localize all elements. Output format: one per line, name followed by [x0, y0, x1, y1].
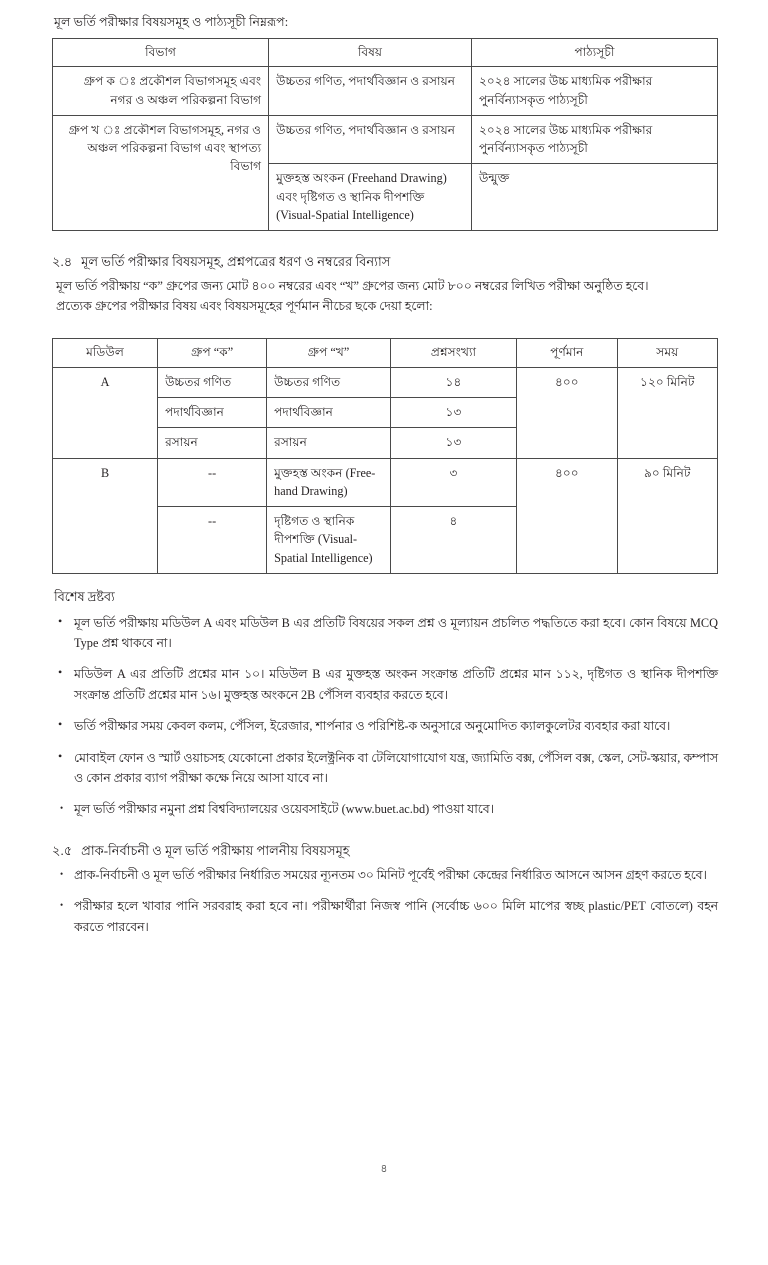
table-header-row — [53, 339, 718, 367]
special-notes-title: বিশেষ দ্রষ্টব্য — [54, 590, 115, 605]
section-number-2-4: ২.৪ — [52, 254, 73, 270]
section-2-4-paragraph-2: প্রত্যেক গ্রুপের পরীক্ষার বিষয় এবং বিষয়সমূহের পূর্ণমান নীচের ছকে দেয়া হলো: — [56, 299, 433, 314]
spacer — [52, 316, 718, 338]
cell-module-a-total-marks: ৪০০ — [517, 367, 617, 458]
cell-b2-group-kha: দৃষ্টিগত ও স্থানিক দীপশক্তি (Visual-Spatial Intelligence) — [267, 507, 391, 574]
cell-module-b-total-marks: ৪০০ — [517, 458, 617, 573]
cell-a1-group-ka: উচ্চতর গণিত — [158, 367, 267, 397]
table-row — [53, 458, 718, 507]
section-heading-2-5 — [52, 842, 718, 861]
list-item: • মূল ভর্তি পরীক্ষার নমুনা প্রশ্ন বিশ্ববিদ্যালয়ের ওয়েবসাইটে (www.buet.ac.bd) পাওয়া যাবে। — [52, 799, 718, 819]
table-row — [53, 367, 718, 397]
section-2-5-list — [52, 865, 718, 937]
column-header-syllabus: পাঠ্যসূচী — [471, 38, 717, 66]
section-title-2-4: মূল ভর্তি পরীক্ষার বিষয়সমূহ, প্রশ্নপত্রের ধরণ ও নম্বরের বিন্যাস — [81, 254, 391, 270]
cell-subject-group-kha-1: উচ্চতর গণিত, পদার্থবিজ্ঞান ও রসায়ন — [269, 115, 472, 164]
section-title-2-5: প্রাক-নির্বাচনী ও মূল ভর্তি পরীক্ষায় পালনীয় বিষয়সমূহ — [81, 842, 350, 858]
column-header-time: সময় — [617, 339, 717, 367]
cell-syllabus-group-kha-1: ২০২৪ সালের উচ্চ মাধ্যমিক পরীক্ষার পুনর্বিন্যাসকৃত পাঠ্যসূচী — [471, 115, 717, 164]
cell-b1-questions: ৩ — [390, 458, 516, 507]
cell-b2-questions: ৪ — [390, 507, 516, 574]
list-item: • ভর্তি পরীক্ষার সময় কেবল কলম, পেঁসিল, ইরেজার, শার্পনার ও পরিশিষ্ট-ক অনুসারে অনুমোদিত ক্যালকুলেটর ব্যবহার করা যাবে। — [52, 716, 718, 736]
column-header-total-marks: পূর্ণমান — [517, 339, 617, 367]
cell-subject-group-ka: উচ্চতর গণিত, পদার্থবিজ্ঞান ও রসায়ন — [269, 67, 472, 116]
subjects-and-syllabus-table — [52, 38, 718, 231]
intro-line: মূল ভর্তি পরীক্ষার বিষয়সমূহ ও পাঠ্যসূচী নিম্নরূপ: — [54, 15, 289, 29]
column-header-subject: বিষয় — [269, 38, 472, 66]
column-header-question-count: প্রশ্নসংখ্যা — [390, 339, 516, 367]
list-item: • পরীক্ষার হলে খাবার পানি সরবরাহ করা হবে না। পরীক্ষার্থীরা নিজস্ব পানি (সর্বোচ্চ ৬০০ মিলি মাপের স্বচ্ছ plastic/PET বোতলে) বহন করতে পারবেন। — [52, 896, 718, 937]
cell-syllabus-group-kha-2: উন্মুক্ত — [471, 164, 717, 231]
cell-a3-group-ka: রসায়ন — [158, 428, 267, 458]
section-number-2-5: ২.৫ — [52, 842, 73, 858]
list-item: • মোবাইল ফোন ও স্মার্ট ওয়াচসহ যেকোনো প্রকার ইলেক্ট্রনিক বা টেলিযোগাযোগ যন্ত্র, জ্যামিতি বক্স, পেঁসিল বক্স, স্কেল, সেট-স্কয়ার, কম্পাস ও কোন প্রকার ব্যাগ পরীক্ষা কক্ষে নিয়ে আসা যাবে না। — [52, 748, 718, 789]
marks-distribution-table — [52, 338, 718, 574]
cell-a1-questions: ১৪ — [390, 367, 516, 397]
table-row — [53, 67, 718, 116]
section-heading-2-4 — [52, 253, 718, 272]
cell-a3-group-kha: রসায়ন — [267, 428, 391, 458]
cell-b1-group-kha: মুক্তহস্ত অংকন (Free-hand Drawing) — [267, 458, 391, 507]
cell-module-a: A — [53, 367, 158, 458]
cell-b1-group-ka: -- — [158, 458, 267, 507]
column-header-department: বিভাগ — [53, 38, 269, 66]
section-2-4-paragraph-1: মূল ভর্তি পরীক্ষায় “ক” গ্রুপের জন্য মোট ৪০০ নম্বরের এবং “খ” গ্রুপের জন্য মোট ৮০০ নম্বরের লিখিত পরীক্ষা অনুষ্ঠিত হবে। — [56, 279, 649, 294]
table-row — [53, 115, 718, 164]
cell-department-group-ka: গ্রুপ ক ঃ প্রকৌশল বিভাগসমূহ এবং নগর ও অঞ্চল পরিকল্পনা বিভাগ — [53, 67, 269, 116]
column-header-group-kha: গ্রুপ “খ” — [267, 339, 391, 367]
cell-b2-group-ka: -- — [158, 507, 267, 574]
list-item: • মূল ভর্তি পরীক্ষায় মডিউল A এবং মডিউল B এর প্রতিটি বিষয়ের সকল প্রশ্ন ও মূল্যায়ন প্রচলিত পদ্ধতিতে করা হবে। কোন বিষয়ে MCQ Type প্রশ্ন থাকবে না। — [52, 613, 718, 654]
column-header-module: মডিউল — [53, 339, 158, 367]
cell-a2-questions: ১৩ — [390, 397, 516, 427]
page-content — [52, 14, 718, 948]
table-header-row — [53, 38, 718, 66]
cell-a2-group-kha: পদার্থবিজ্ঞান — [267, 397, 391, 427]
list-item: • প্রাক-নির্বাচনী ও মূল ভর্তি পরীক্ষার নির্ধারিত সময়ের ন্যূনতম ৩০ মিনিট পূর্বেই পরীক্ষা কেন্দ্রের নির্ধারিত আসনে আসন গ্রহণ করতে হবে। — [52, 865, 718, 885]
cell-a3-questions: ১৩ — [390, 428, 516, 458]
page-number: ৪ — [380, 1163, 388, 1175]
cell-syllabus-group-ka: ২০২৪ সালের উচ্চ মাধ্যমিক পরীক্ষার পুনর্বিন্যাসকৃত পাঠ্যসূচী — [471, 67, 717, 116]
cell-department-group-kha: গ্রুপ খ ঃ প্রকৌশল বিভাগসমূহ, নগর ও অঞ্চল পরিকল্পনা বিভাগ এবং স্থাপত্য বিভাগ — [53, 115, 269, 230]
cell-module-b: B — [53, 458, 158, 573]
list-item: • মডিউল A এর প্রতিটি প্রশ্নের মান ১০। মডিউল B এর মুক্তহস্ত অংকন সংক্রান্ত প্রতিটি প্রশ্নের মান ১১২, দৃষ্টিগত ও স্থানিক দীপশক্তি সংক্রান্ত প্রতিটি প্রশ্নের মান ১৬। মুক্তহস্ত অংকনে 2B পেঁসিল ব্যবহার করতে হবে। — [52, 664, 718, 705]
column-header-group-ka: গ্রুপ “ক” — [158, 339, 267, 367]
cell-module-a-time: ১২০ মিনিট — [617, 367, 717, 458]
cell-a2-group-ka: পদার্থবিজ্ঞান — [158, 397, 267, 427]
cell-module-b-time: ৯০ মিনিট — [617, 458, 717, 573]
special-notes-list — [52, 613, 718, 820]
cell-subject-group-kha-2: মুক্তহস্ত অংকন (Freehand Drawing) এবং দৃষ্টিগত ও স্থানিক দীপশক্তি (Visual-Spatial Intelligence) — [269, 164, 472, 231]
cell-a1-group-kha: উচ্চতর গণিত — [267, 367, 391, 397]
